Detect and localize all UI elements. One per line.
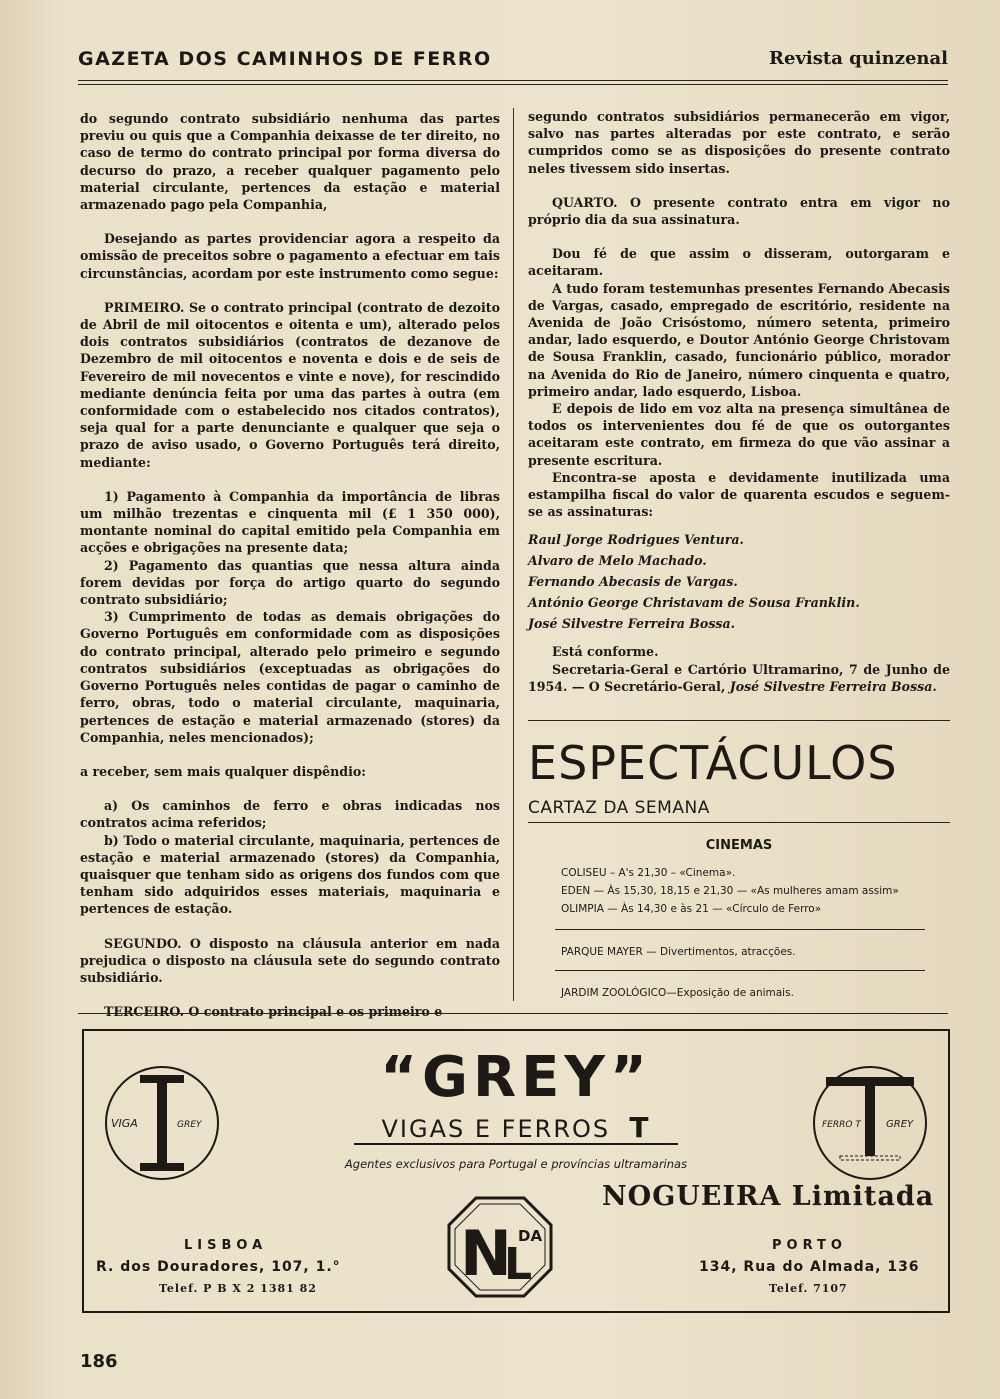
- subtitle-rule: [528, 822, 950, 823]
- column-divider: [513, 108, 514, 1001]
- section-rule: [528, 720, 950, 721]
- parque-listing: PARQUE MAYER — Divertimentos, atracções.: [561, 946, 796, 958]
- grey-advertisement: [82, 1029, 950, 1313]
- signature: António George Christavam de Sousa Franklin.: [528, 595, 860, 611]
- signature: Fernando Abecasis de Vargas.: [528, 574, 738, 590]
- svg-text:L: L: [504, 1239, 533, 1290]
- cinemas-heading: CINEMAS: [705, 838, 773, 853]
- product-text: VIGAS E FERROS: [381, 1115, 611, 1143]
- lisboa-address: R. dos Douradores, 107, 1.°: [96, 1259, 341, 1275]
- closing-text: Secretaria-Geral e Cartório Ultramarino, 7 de Junho de 1954. — O Secretário-Geral,: [528, 661, 950, 694]
- product-line: [354, 1111, 678, 1144]
- list-item: 2) Pagamento das quantias que nessa altura ainda forem devidas por força do artigo quarto do segundo contrato subsidiário;: [80, 557, 500, 608]
- paragraph: segundo contratos subsidiários permanecerão em vigor, salvo nas partes alteradas por este contrato, e serão cumpridos como se as disposições do presente contrato neles tivessem sido insertas.: [528, 109, 950, 176]
- closing-paragraph: [528, 661, 950, 695]
- publication-subtitle: Revista quinzenal: [769, 48, 948, 69]
- paragraph: A tudo foram testemunhas presentes Fernando Abecasis de Vargas, casado, empregado de escritório, residente na Avenida de João Crisóstomo, número setenta, primeiro andar, lado esquerdo, e Doutor António George Christovam de Sousa Franklin, casado, funcionário público, morador na Avenida do Rio de Janeiro, número cinquenta e quatro, primeiro andar, lado esquerdo, Lisboa.: [528, 280, 950, 399]
- list-item: 1) Pagamento à Companhia da importância de libras um milhão trezentas e cinquenta mil (£ 1 350 000), montante nominal do capital emitido pela Companhia em acções e obrigações na presente data;: [80, 488, 500, 556]
- spectacles-title: ESPECTÁCULOS: [528, 736, 898, 790]
- page-header: [78, 46, 948, 76]
- clause-second: SEGUNDO. O disposto na cláusula anterior em nada prejudica o disposto na cláusula sete do segundo contrato subsidiário.: [80, 935, 500, 985]
- jardim-listing: JARDIM ZOOLÓGICO—Exposição de animais.: [561, 987, 794, 999]
- show-listing: EDEN — Às 15,30, 18,15 e 21,30 — «As mulheres amam assim»: [561, 885, 899, 897]
- clause-fourth: QUARTO. O presente contrato entra em vigor no próprio dia da sua assinatura.: [528, 194, 950, 228]
- signature: Raul Jorge Rodrigues Ventura.: [528, 532, 744, 548]
- porto-city: PORTO: [772, 1238, 847, 1253]
- left-column: [80, 110, 500, 1020]
- listing-rule: [555, 970, 925, 971]
- show-listing: OLIMPIA — Às 14,30 e às 21 — «Círculo de Ferro»: [561, 903, 822, 915]
- t-beam-logo: [810, 1063, 930, 1183]
- paragraph: Está conforme.: [552, 644, 659, 660]
- spectacles-subtitle: CARTAZ DA SEMANA: [528, 798, 710, 818]
- paragraph: Encontra-se aposta e devidamente inutilizada uma estampilha fiscal do valor de quarenta escudos e seguem-se as assinaturas:: [528, 469, 950, 520]
- logo-right-text-b: GREY: [886, 1119, 914, 1130]
- signature-list: [528, 529, 950, 634]
- closing-signature: José Silvestre Ferreira Bossa.: [729, 678, 937, 694]
- listing-rule: [555, 929, 925, 930]
- signature: Alvaro de Melo Machado.: [528, 553, 707, 569]
- product-letter: T: [629, 1111, 651, 1144]
- list-item: b) Todo o material circulante, maquinaria, pertences de estação e material armazenado (stores) da Companhia, quaisquer que tenham sido as origens dos fundos com que tenham sido adquiridos esses materiais, maquinaria e pertences de estação.: [80, 832, 500, 917]
- lisboa-phone: Telef. P B X 2 1381 82: [159, 1282, 317, 1295]
- svg-text:N: N: [460, 1217, 512, 1290]
- porto-address: 134, Rua do Almada, 136: [699, 1259, 920, 1275]
- signature: José Silvestre Ferreira Bossa.: [528, 616, 736, 632]
- paragraph: E depois de lido em voz alta na presença simultânea de todos os intervenientes dou fé de que os outorgantes aceitaram este contrato, em firmeza do que vão assinar a presente escritura.: [528, 401, 950, 468]
- nlda-monogram-logo: [446, 1195, 554, 1299]
- lisboa-city: LISBOA: [184, 1238, 268, 1253]
- header-rule: [78, 80, 948, 81]
- paragraph: do segundo contrato subsidiário nenhuma das partes previu ou quis que a Companhia deixasse de ter direito, no caso de termo do contrato principal por forma diversa do decurso do prazo, a receber qualquer pagamento pelo material circulante, pertences da estação e material armazenado pago pela Companhia,: [80, 111, 500, 213]
- header-rule-thin: [78, 84, 948, 85]
- logo-left-text-a: VIGA: [111, 1117, 138, 1130]
- section-rule: [78, 1013, 948, 1014]
- clause-third: TERCEIRO. O contrato principal e os primeiro e: [104, 1004, 443, 1020]
- show-listing: COLISEU – A's 21,30 – «Cinema».: [561, 867, 736, 879]
- logo-right-text-a: FERRO T: [822, 1120, 861, 1130]
- porto-phone: Telef. 7107: [769, 1282, 848, 1295]
- clause-first: PRIMEIRO. Se o contrato principal (contrato de dezoito de Abril de mil oitocentos e oitenta e um), alterado pelos dois contratos subsidiários (contratos de dezanove de Dezembro de mil oitocentos e noventa e dois e de seis de Fevereiro de mil novecentos e vinte e nove), for rescindido mediante denúncia feita por uma das partes à outra (em conformidade com o estabelecido nos citados contratos), seja qual for a parte denunciante e qualquer que seja o prazo de aviso usado, o Governo Português terá direito, mediante:: [80, 299, 500, 470]
- svg-text:DA: DA: [518, 1227, 543, 1245]
- right-column: [528, 108, 950, 695]
- page-number: 186: [80, 1351, 118, 1372]
- agents-text: Agentes exclusivos para Portugal e províncias ultramarinas: [344, 1157, 688, 1171]
- paragraph: Desejando as partes providenciar agora a respeito da omissão de preceitos sobre o pagamento a efectuar em tais circunstâncias, acordam por este instrumento como segue:: [80, 231, 500, 281]
- list-item: a) Os caminhos de ferro e obras indicadas nos contratos acima referidos;: [80, 798, 500, 831]
- company-name: NOGUEIRA Limitada: [602, 1181, 935, 1212]
- paragraph: Dou fé de que assim o disseram, outorgaram e aceitaram.: [528, 246, 950, 279]
- product-underline: [354, 1143, 678, 1145]
- brand-name: “GREY”: [380, 1045, 652, 1110]
- logo-left-text-b: GREY: [177, 1120, 202, 1130]
- paragraph: a receber, sem mais qualquer dispêndio:: [80, 763, 366, 779]
- list-item: 3) Cumprimento de todas as demais obrigações do Governo Português em conformidade com as disposições do contrato principal, alterado pelo primeiro e segundo contratos subsidiários (exceptuadas as obrigações do Governo Português neles contidas de pagar o caminho de ferro, obras, todo o material circulante, maquinaria, pertences de estação e material armazenado (stores) da Companhia, neles mencionados);: [80, 609, 500, 745]
- publication-title: GAZETA DOS CAMINHOS DE FERRO: [78, 48, 492, 70]
